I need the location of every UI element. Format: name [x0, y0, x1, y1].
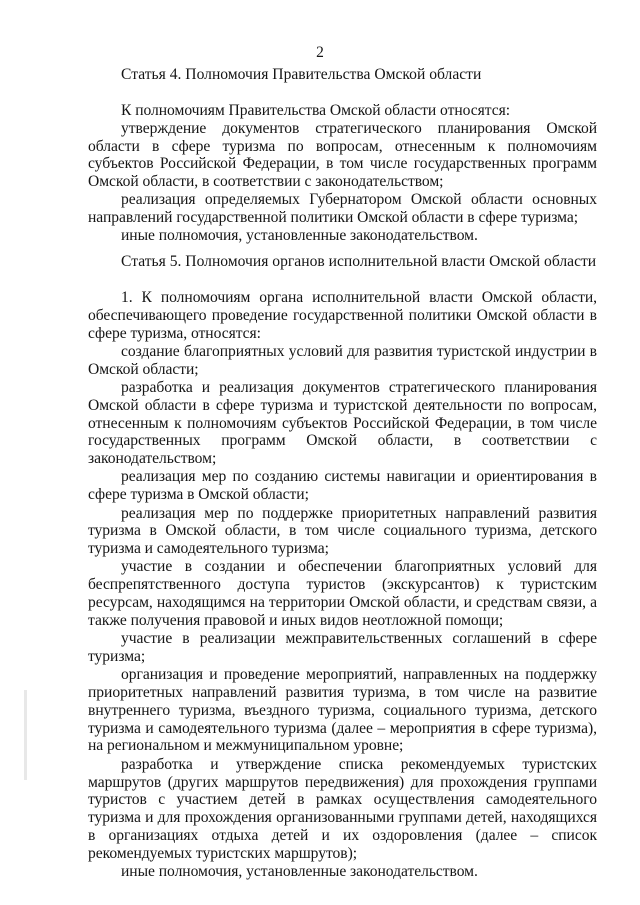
article-4 — [88, 66, 597, 84]
article-5-title: Статья 5. Полномочия органов исполнительной власти Омской области — [121, 253, 597, 270]
article-5-paragraph: разработка и реализация документов стратегического планирования Омской области в сфере туризма и туристской деятельности по вопросам, отнесенным к полномочиям субъектов Российской Федерации, в том числе государственных программ Омской области, в соответствии с законодательством; — [88, 378, 597, 468]
article-4-paragraph: иные полномочия, установленные законодательством. — [121, 226, 478, 244]
article-5-paragraph: участие в реализации межправительственных соглашений в сфере туризма; — [88, 630, 597, 665]
article-5-paragraph: создание благоприятных условий для развития туристской индустрии в Омской области; — [88, 342, 597, 378]
article-5-paragraph: участие в создании и обеспечении благоприятных условий для беспрепятственного доступа туристов (экскурсантов) к туристским ресурсам, находящимся на территории Омской области, и средствам связи, а также получения правовой и иных видов неотложной помощи; — [88, 558, 597, 629]
article-4-paragraph: К полномочиям Правительства Омской области относятся: — [121, 102, 510, 119]
article-5-paragraph: реализация мер по поддержке приоритетных направлений развития туризма в Омской области, в том числе социального туризма, детского туризма и самодеятельного туризма; — [88, 504, 597, 558]
article-5-paragraph: реализация мер по созданию системы навигации и ориентирования в сфере туризма в Омской области; — [88, 468, 597, 504]
article-5-paragraph: иные полномочия, установленные законодательством. — [121, 863, 478, 880]
article-5-paragraph: разработка и утверждение списка рекомендуемых туристских маршрутов (других маршрутов передвижения) для прохождения группами туристов с участием детей в рамках осуществления самодеятельного туризма и для прохождения организованными группами детей, находящихся в организациях отдыха детей и их оздоровления (далее – список рекомендуемых туристских маршрутов); — [88, 755, 597, 862]
page-number: 2 — [316, 44, 324, 61]
article-4-paragraph: утверждение документов стратегического планирования Омской области в сфере туризма по вопросам, отнесенным к полномочиям субъектов Российской Федерации, в том числе государственных программ Омской области, в соответствии с законодательством; — [88, 119, 597, 191]
article-4-paragraph: реализация определяемых Губернатором Омской области основных направлений государственной политики Омской области в сфере туризма; — [88, 190, 597, 226]
article-4-body — [88, 102, 597, 244]
article-5-body — [88, 289, 597, 881]
scan-margin-mark — [24, 690, 27, 780]
article-5-paragraph: 1. К полномочиям органа исполнительной власти Омской области, обеспечивающего проведение государственной политики Омской области в сфере туризма, относятся: — [88, 289, 597, 342]
article-5-paragraph: организация и проведение мероприятий, направленных на поддержку приоритетных направлений развития туризма, в том числе на развитие внутреннего туризма, въездного туризма, социального туризма, детского туризма и самодеятельного туризма (далее – мероприятия в сфере туризма), на региональном и межмуниципальном уровне; — [88, 666, 597, 755]
article-4-title: Статья 4. Полномочия Правительства Омской области — [121, 66, 482, 83]
article-5 — [88, 253, 597, 271]
